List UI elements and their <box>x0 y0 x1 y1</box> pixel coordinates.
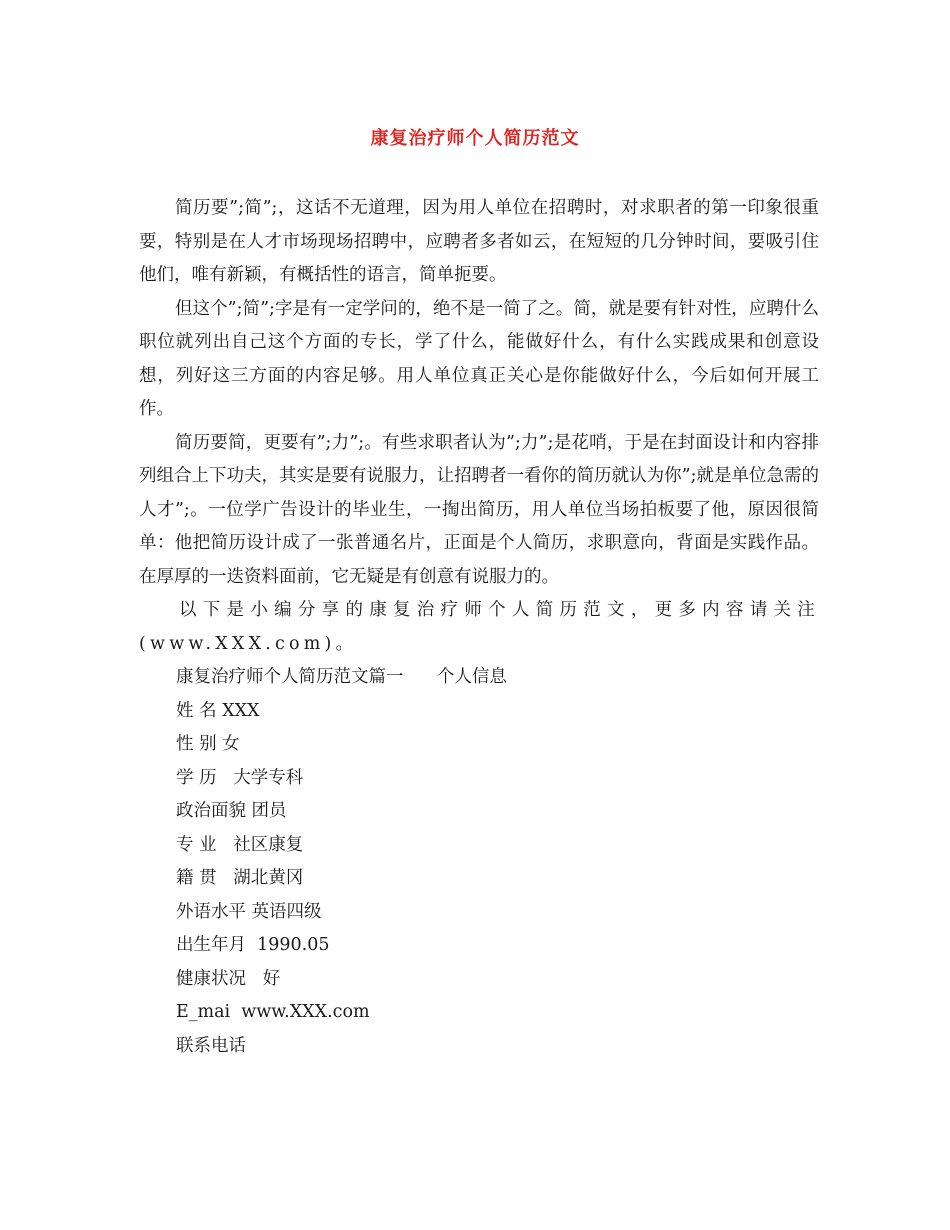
info-email: E_mai www.XXX.com <box>176 1002 370 1022</box>
section-heading: 康复治疗师个人简历范文篇一 个人信息 <box>176 667 507 687</box>
info-name: 姓 名 XXX <box>176 700 260 721</box>
paragraph-3: 简历要简，更要有”;力”;。有些求职者认为”;力”;是花哨，于是在封面设计和内容排列组合上下功夫，其实是要有说服力，让招聘者一看你的简历就认为你”;就是单位急需的人才”;。一位学广告设计的毕业生，一掏出简历，用人单位当场拍板要了他，原因很简单：他把简历设计成了一张普通名片，正面是个人简历，求职意向，背面是实践作品。在厚厚的一迭资料面前，它无疑是有创意有说服力的。 <box>139 432 819 587</box>
document-title: 康复治疗师个人简历范文 <box>370 128 580 149</box>
intro-paragraph: 以下是小编分享的康复治疗师个人简历范文，更多内容请关注(www.XXX.com)。 <box>139 600 819 654</box>
info-major: 专 业 社区康复 <box>176 834 304 855</box>
info-health: 健康状况 好 <box>176 968 281 989</box>
info-education: 学 历 大学专科 <box>176 767 304 788</box>
info-political-status: 政治面貌 团员 <box>176 801 287 821</box>
document-body <box>139 192 819 1063</box>
paragraph-2: 但这个”;简”;字是有一定学问的，绝不是一简了之。简，就是要有针对性，应聘什么职位就列出自己这个方面的专长，学了什么，能做好什么，有什么实践成果和创意设想，列好这三方面的内容足够。用人单位真正关心是你能做好什么，今后如何开展工作。 <box>139 298 819 419</box>
paragraph-1: 简历要”;简”;，这话不无道理，因为用人单位在招聘时，对求职者的第一印象很重要，特别是在人才市场现场招聘中，应聘者多者如云，在短短的几分钟时间，要吸引住他们，唯有新颖，有概括性的语言，简单扼要。 <box>139 198 819 285</box>
info-hometown: 籍 贯 湖北黄冈 <box>176 868 304 888</box>
info-birth-date: 出生年月 1990.05 <box>176 935 330 955</box>
info-phone: 联系电话 <box>176 1035 246 1056</box>
info-gender: 性 别 女 <box>176 734 240 754</box>
personal-info-list <box>139 661 819 1063</box>
info-language: 外语水平 英语四级 <box>176 901 322 922</box>
